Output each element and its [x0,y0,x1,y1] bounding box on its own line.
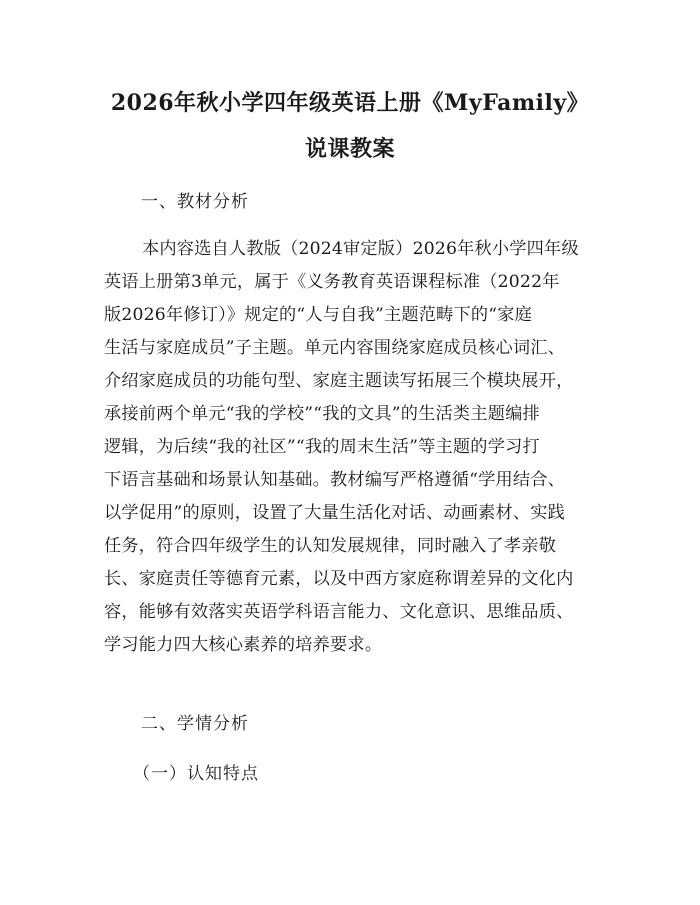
document-title: 2026年秋小学四年级英语上册《MyFamily》 [110,90,590,116]
paragraph-line: 介绍家庭成员的功能句型、家庭主题读写拓展三个模块展开， [104,371,574,391]
paragraph-line: 英语上册第3单元，属于《义务教育英语课程标准（2022年 [104,272,560,292]
section-heading-student-analysis: 二、学情分析 [141,714,249,734]
subsection-heading-cognitive-traits: （一）认知特点 [133,764,259,784]
paragraph-line: 以学促用”的原则，设置了大量生活化对话、动画素材、实践 [104,503,566,523]
paragraph-line: 版2026年修订）》规定的“人与自我”主题范畴下的“家庭 [104,305,533,325]
paragraph-line: 本内容选自人教版（2024审定版）2026年秋小学四年级 [142,239,579,259]
paragraph-line: 逻辑，为后续“我的社区”“我的周末生活”等主题的学习打 [104,437,540,457]
section-heading-textbook-analysis: 一、教材分析 [141,192,249,212]
paragraph-line: 任务，符合四年级学生的认知发展规律，同时融入了孝亲敬 [104,536,557,556]
paragraph-line: 容，能够有效落实英语学科语言能力、文化意识、思维品质、 [104,602,574,622]
paragraph-line: 承接前两个单元“我的学校”“我的文具”的生活类主题编排 [104,404,540,424]
paragraph-line: 下语言基础和场景认知基础。教材编写严格遵循“学用结合、 [104,470,566,490]
paragraph-textbook-analysis [104,233,599,662]
paragraph-line: 学习能力四大核心素养的培养要求。 [104,635,383,655]
paragraph-line: 生活与家庭成员”子主题。单元内容围绕家庭成员核心词汇、 [104,338,566,358]
paragraph-line: 长、家庭责任等德育元素，以及中西方家庭称谓差异的文化内 [104,569,574,589]
document-subtitle: 说课教案 [304,136,395,162]
